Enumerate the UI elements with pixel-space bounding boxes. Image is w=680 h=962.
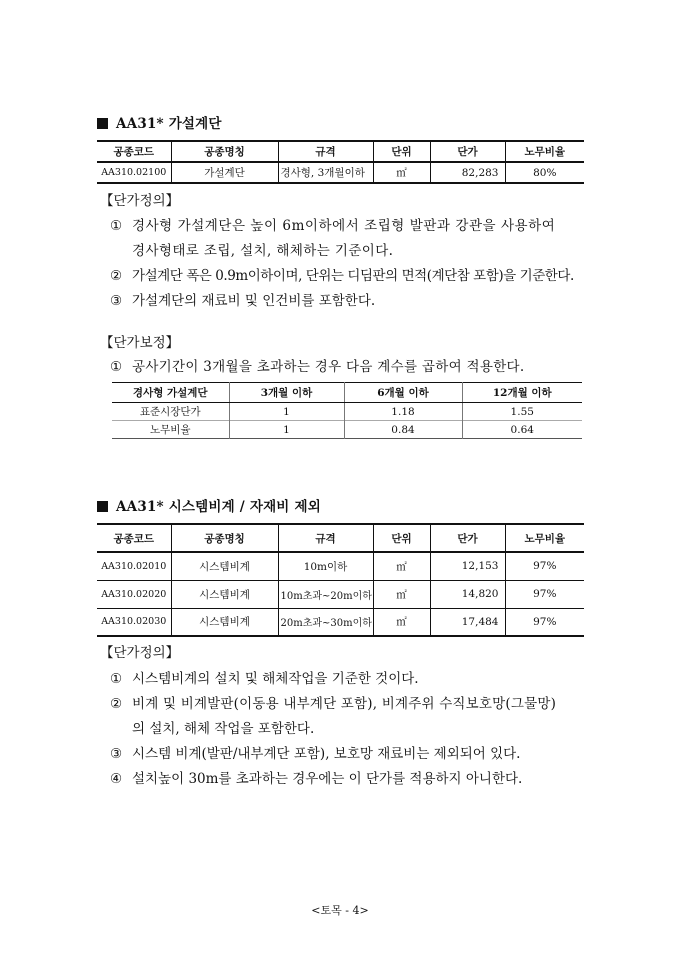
corr-header-12m: 12개월 이하 (462, 383, 582, 403)
corr-header-type: 경사형 가설계단 (112, 383, 229, 403)
num-4: ④ (110, 771, 123, 787)
num-2: ② (110, 268, 123, 284)
cell-unit: ㎡ (373, 552, 430, 580)
def-3-line-1: 가설계단의 재료비 및 인건비를 포함한다. (132, 293, 376, 309)
cell-unit: ㎡ (373, 580, 430, 608)
cell-unit: ㎡ (373, 162, 430, 183)
cell-price: 12,153 (430, 552, 505, 580)
num-1: ① (110, 671, 123, 687)
header-name: 공종명칭 (171, 141, 278, 162)
table-row (97, 608, 584, 636)
def-1-line-2: 경사형태로 조립, 설치, 해체하는 기준이다. (132, 243, 394, 259)
corr-text: 공사기간이 3개월을 초과하는 경우 다음 계수를 곱하여 적용한다. (132, 359, 525, 375)
header-unit: 단위 (373, 141, 430, 162)
cell-name: 시스템비계 (171, 608, 278, 636)
header-labor-ratio: 노무비율 (505, 141, 584, 162)
header-price: 단가 (430, 141, 505, 162)
corr-cell: 1 (229, 403, 344, 421)
corr-cell: 1.18 (344, 403, 462, 421)
cell-code: AA310.02100 (101, 167, 167, 178)
cell-price: 17,484 (430, 608, 505, 636)
cell-name: 가설계단 (171, 162, 278, 183)
def-2-line-2: 의 설치, 해체 작업을 포함한다. (132, 721, 315, 737)
table-row (97, 580, 584, 608)
num-3: ③ (110, 293, 123, 309)
table-row (97, 552, 584, 580)
corr-header-6m: 6개월 이하 (344, 383, 462, 403)
section1-corr-label: 【단가보정】 (100, 335, 180, 351)
cell-code: AA310.02010 (101, 560, 167, 572)
table-row (97, 162, 584, 183)
cell-labor-ratio: 97% (505, 580, 584, 608)
section2-def-3 (110, 742, 520, 762)
cell-labor-ratio: 80% (505, 162, 584, 183)
def-1-line-1: 경사형 가설계단은 높이 6m이하에서 조립형 발판과 강관을 사용하여 (132, 218, 556, 234)
section1-def-1-cont (132, 239, 393, 259)
section1-def-1 (110, 214, 555, 234)
cell-code: AA310.02020 (97, 580, 171, 608)
cell-name: 시스템비계 (171, 580, 278, 608)
header-spec: 규격 (278, 524, 373, 552)
header-code: 공종코드 (97, 141, 171, 162)
section2-def-4 (110, 767, 522, 787)
def-4-line-1: 설치높이 30m를 초과하는 경우에는 이 단가를 적용하지 아니한다. (132, 771, 523, 787)
cell-spec: 20m초과~30m이하 (278, 608, 373, 636)
num-1: ① (110, 218, 123, 234)
table-row (112, 403, 582, 421)
section2-title-text: AA31* 시스템비계 / 자재비 제외 (116, 499, 321, 515)
header-code: 공종코드 (97, 524, 171, 552)
corr-cell: 노무비율 (112, 421, 229, 439)
correction-table (112, 382, 582, 439)
square-bullet-icon (97, 118, 108, 129)
corr-cell: 1 (229, 421, 344, 439)
def-3-line-1: 시스템 비계(발판/내부계단 포함), 보호망 재료비는 제외되어 있다. (132, 746, 521, 762)
section2-price-table (97, 523, 584, 637)
section1-title (97, 112, 222, 132)
cell-price: 14,820 (430, 580, 505, 608)
section1-price-table (97, 140, 584, 184)
square-bullet-icon (97, 501, 108, 512)
corr-cell: 1.55 (462, 403, 582, 421)
cell-code: AA310.02030 (97, 608, 171, 636)
section2-def-2 (110, 692, 556, 712)
def-2-line-1: 비계 및 비계발판(이동용 내부계단 포함), 비계주위 수직보호망(그물망) (132, 696, 557, 712)
table-header-row (112, 383, 582, 403)
header-unit: 단위 (373, 524, 430, 552)
table-row (112, 421, 582, 439)
header-name: 공종명칭 (171, 524, 278, 552)
header-spec: 규격 (278, 141, 373, 162)
cell-spec: 10m이하 (278, 552, 373, 580)
section2-def-2-cont (132, 717, 314, 737)
corr-num: ① (110, 359, 123, 375)
def-1-line-1: 시스템비계의 설치 및 해체작업을 기준한 것이다. (132, 671, 419, 687)
def-2-line-1: 가설계단 폭은 0.9m이하이며, 단위는 디딤판의 면적(계단참 포함)을 기준한다. (132, 268, 574, 284)
cell-spec: 경사형, 3개월이하 (278, 162, 373, 183)
section1-def-3 (110, 289, 375, 309)
header-price: 단가 (430, 524, 505, 552)
section2-def-1 (110, 667, 419, 687)
table-header-row (97, 524, 584, 552)
section1-def-label: 【단가정의】 (100, 193, 180, 209)
section1-corr-item (110, 355, 524, 375)
cell-price: 82,283 (430, 162, 505, 183)
header-labor-ratio: 노무비율 (505, 524, 584, 552)
section2-def-label: 【단가정의】 (100, 645, 180, 661)
num-2: ② (110, 696, 123, 712)
cell-unit: ㎡ (373, 608, 430, 636)
num-3: ③ (110, 746, 123, 762)
page-footer: <토목 - 4> (311, 904, 369, 917)
cell-labor-ratio: 97% (505, 608, 584, 636)
corr-cell: 0.84 (344, 421, 462, 439)
section1-def-2 (110, 264, 574, 284)
cell-spec: 10m초과~20m이하 (278, 580, 373, 608)
section1-title-text: AA31* 가설계단 (116, 116, 222, 132)
corr-cell: 0.64 (462, 421, 582, 439)
table-header-row (97, 141, 584, 162)
cell-name: 시스템비계 (171, 552, 278, 580)
corr-cell: 표준시장단가 (139, 406, 201, 418)
corr-header-3m: 3개월 이하 (229, 383, 344, 403)
section2-title (97, 495, 321, 515)
cell-labor-ratio: 97% (505, 552, 584, 580)
